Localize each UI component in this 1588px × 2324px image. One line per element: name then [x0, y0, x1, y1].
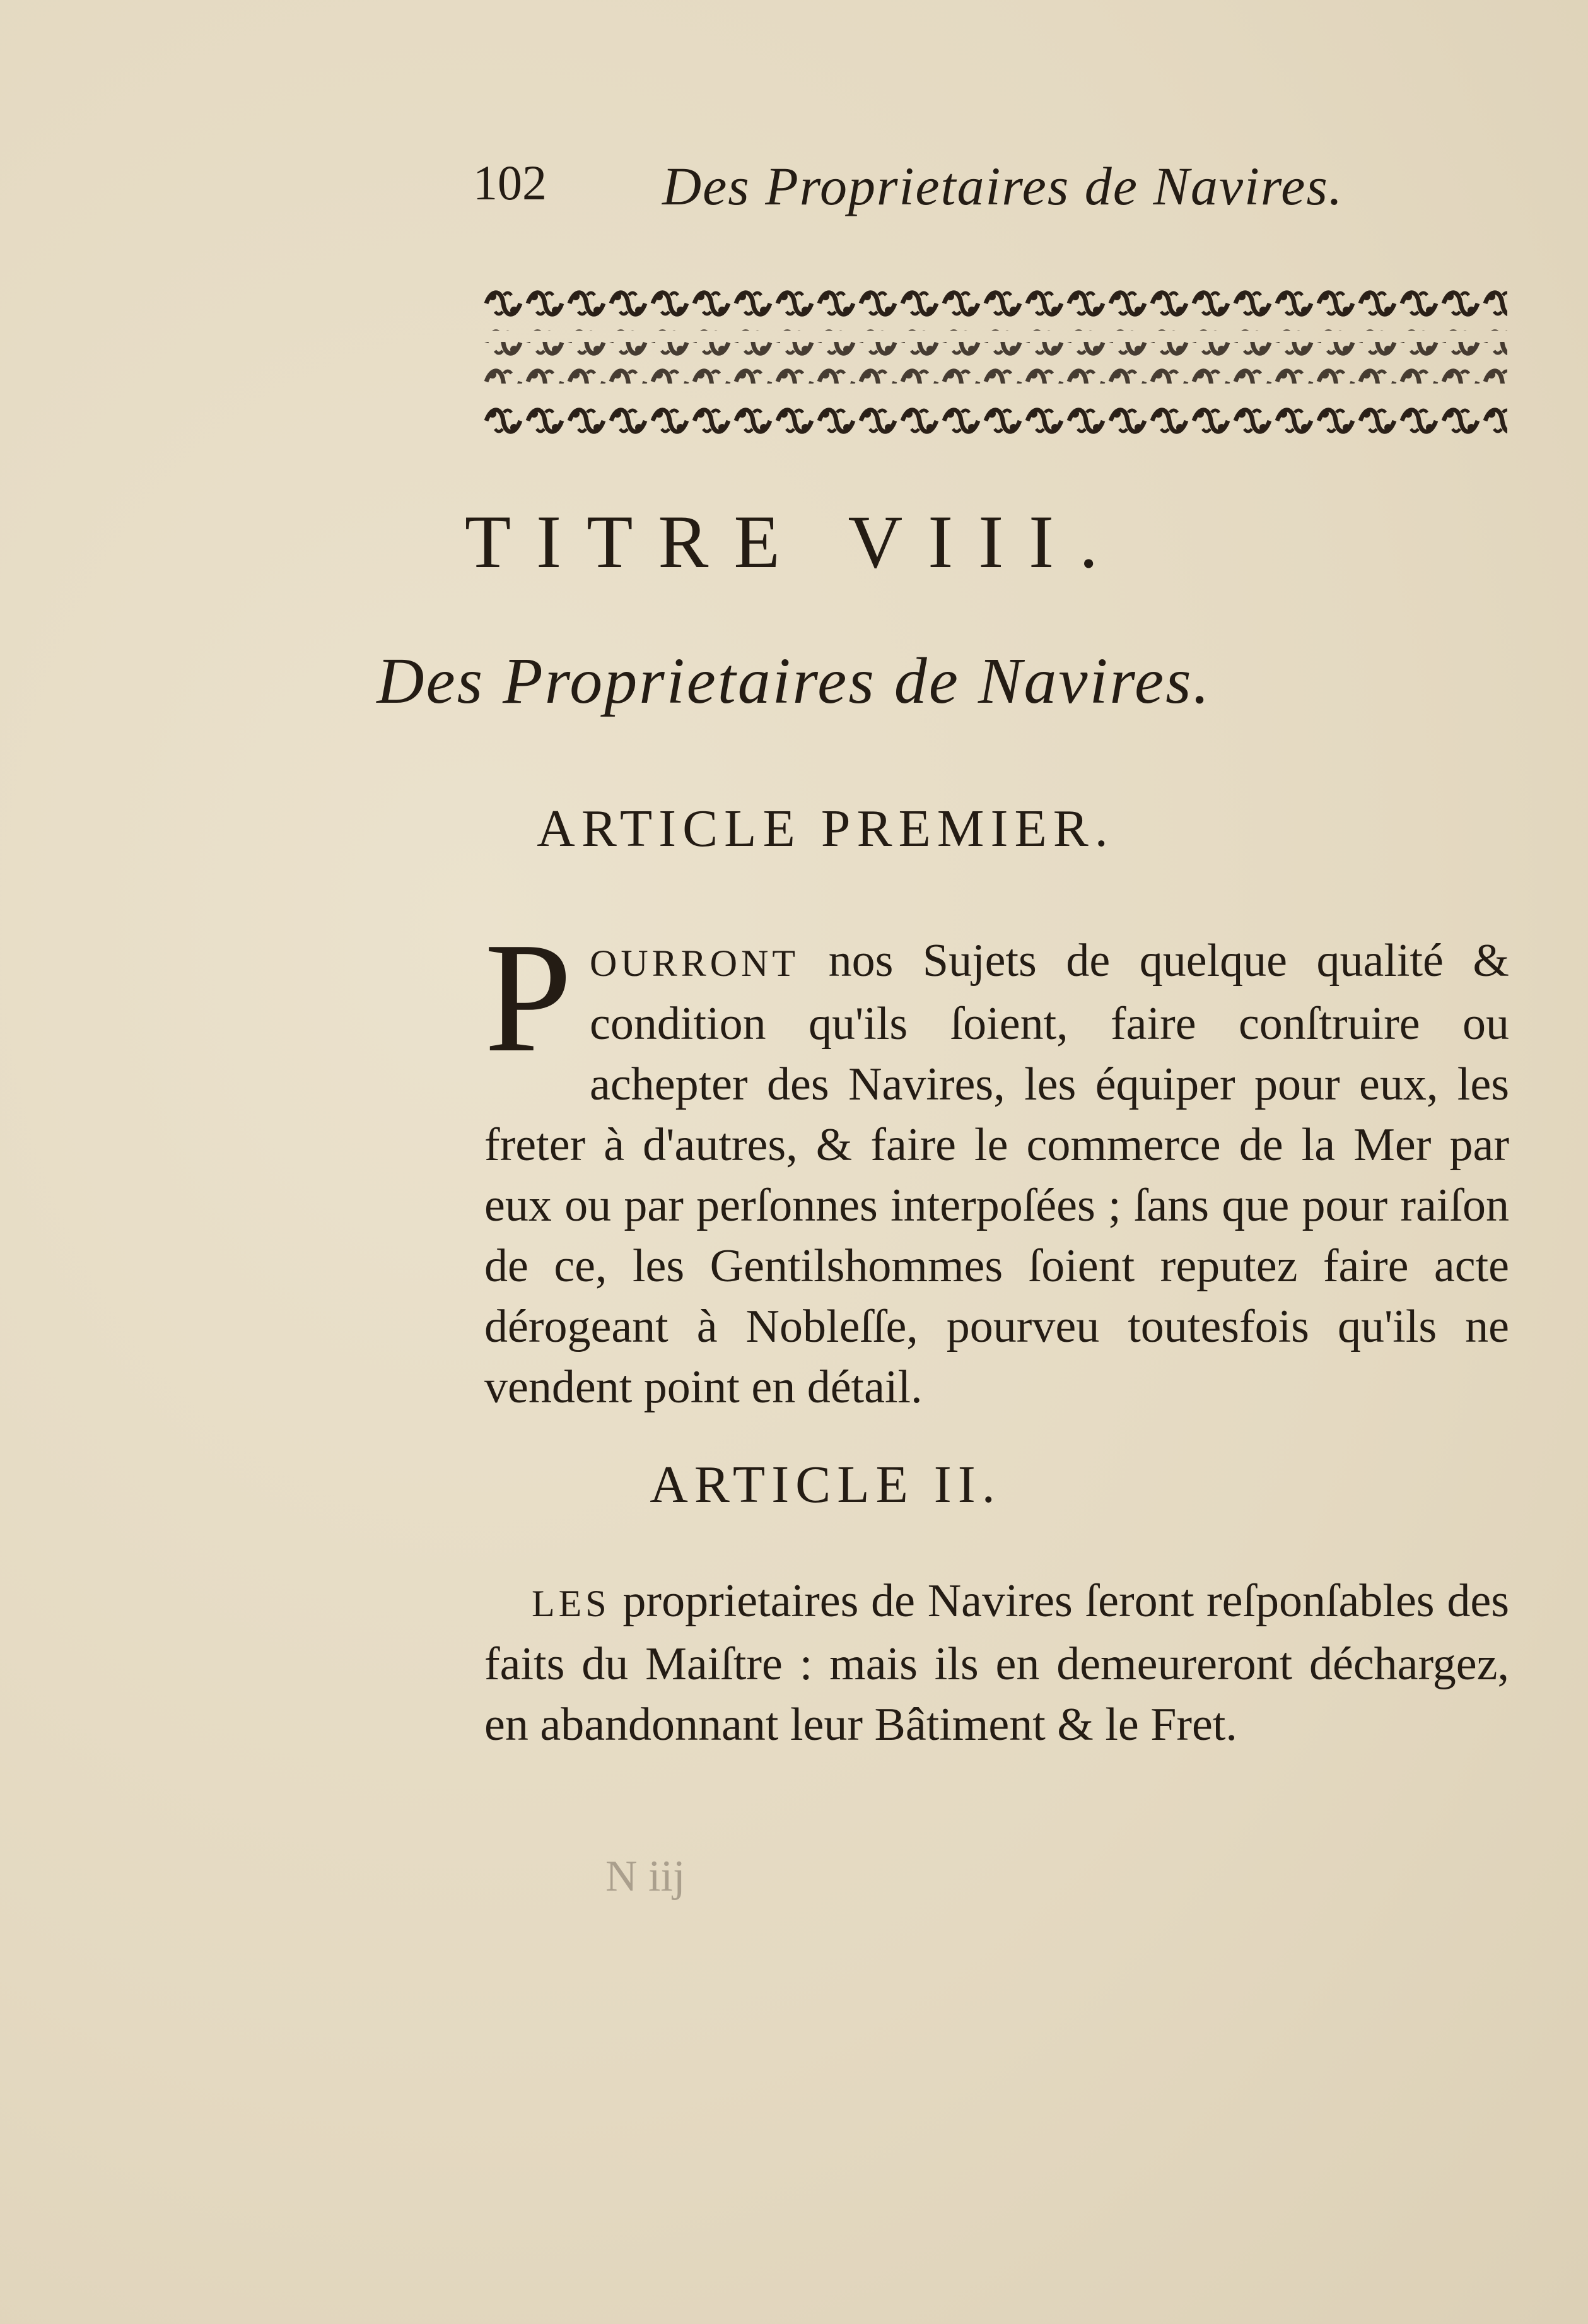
page-number: 102 [473, 155, 547, 210]
article-body: nos Sujets de quelque qualité & condition qu'ils ſoient, faire conſtruire ou achepter des Navires, les équiper pour eux, les freter à d'autres, & faire le commerce de la Mer par eux ou par perſonnes interpoſées ; ſans que pour raiſon de ce, les Gentilshommes ſoient reputez faire acte dérogeant à Nobleſſe, pourveu toutesfois qu'ils ne vendent point en détail. [484, 935, 1509, 1413]
article-heading: ARTICLE II. [650, 1455, 1001, 1514]
signature-mark: N iij [605, 1852, 686, 1901]
title-heading: TITRE VIII. [464, 500, 1124, 584]
article-paragraph [484, 1571, 1509, 1755]
decorative-ornament-band [482, 284, 1507, 442]
running-title: Des Proprietaires de Navires. [662, 156, 1344, 216]
lead-word: OURRONT [590, 942, 800, 984]
title-subheading: Des Proprietaires de Navires. [377, 645, 1211, 717]
article-heading: ARTICLE PREMIER. [537, 799, 1114, 858]
article-paragraph [484, 910, 1509, 1417]
article-body: proprietaires de Navires ſeront reſponſables des faits du Maiſtre : mais ils en demeureront déchargez, en abandonnant leur Bâtiment & le Fret. [484, 1575, 1509, 1751]
lead-word: LES [532, 1583, 610, 1624]
running-header [473, 155, 1394, 230]
drop-cap: P [484, 910, 573, 1085]
